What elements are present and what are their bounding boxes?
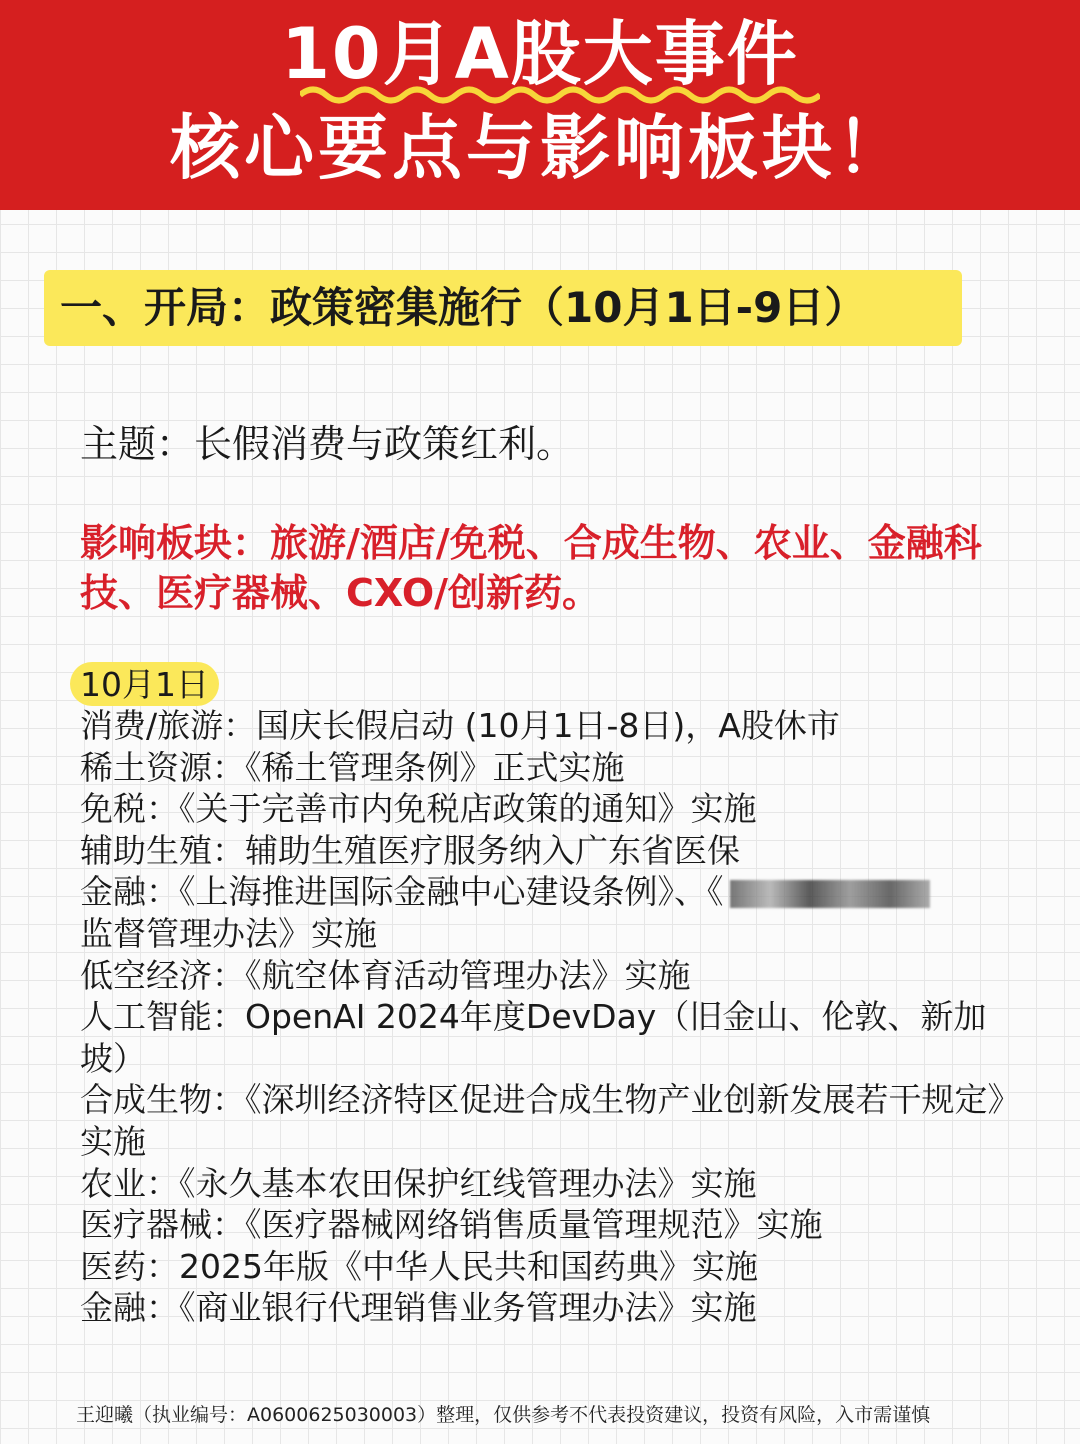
impact-sectors: 影响板块：旅游/酒店/免税、合成生物、农业、金融科技、医疗器械、CXO/创新药。 bbox=[80, 521, 982, 615]
list-item: 人工智能：OpenAI 2024年度DevDay（旧金山、伦敦、新加坡） bbox=[80, 997, 987, 1078]
section-title: 一、开局：政策密集施行（10月1日-9日） bbox=[44, 270, 962, 346]
event-list bbox=[80, 705, 1020, 1329]
redacted-blur bbox=[730, 880, 930, 908]
list-item: 金融：《商业银行代理销售业务管理办法》实施 bbox=[80, 1288, 757, 1328]
headline-line-1: 10月A股大事件 bbox=[281, 13, 799, 95]
footer-disclaimer: 王迎曦（执业编号：A0600625030003）整理，仅供参考不代表投资建议，投资有风险，入市需谨慎 bbox=[76, 1404, 931, 1426]
squiggle-underline-icon bbox=[300, 84, 820, 106]
list-item: 医药：2025年版《中华人民共和国药典》实施 bbox=[80, 1246, 758, 1286]
list-item: 辅助生殖：辅助生殖医疗服务纳入广东省医保 bbox=[80, 830, 740, 870]
date-tag: 10月1日 bbox=[70, 662, 219, 706]
list-item: 稀土资源：《稀土管理条例》正式实施 bbox=[80, 747, 625, 787]
list-item: 农业：《永久基本农田保护红线管理办法》实施 bbox=[80, 1163, 757, 1203]
list-item: 低空经济：《航空体育活动管理办法》实施 bbox=[80, 955, 691, 995]
list-item: 监督管理办法》实施 bbox=[80, 913, 377, 953]
theme-text: 主题：长假消费与政策红利。 bbox=[80, 422, 575, 466]
list-item: 免税：《关于完善市内免税店政策的通知》实施 bbox=[80, 789, 757, 829]
list-item: 消费/旅游：国庆长假启动 (10月1日-8日)，A股休市 bbox=[80, 706, 840, 745]
list-item: 合成生物：《深圳经济特区促进合成生物产业创新发展若干规定》实施 bbox=[80, 1080, 1004, 1161]
list-item-text: 金融：《上海推进国际金融中心建设条例》、《 bbox=[80, 872, 724, 912]
headline-line-2: 核心要点与影响板块！ bbox=[170, 107, 910, 189]
list-item-with-redaction bbox=[80, 871, 1020, 913]
list-item: 医疗器械：《医疗器械网络销售质量管理规范》实施 bbox=[80, 1205, 823, 1245]
header-banner bbox=[0, 0, 1080, 210]
